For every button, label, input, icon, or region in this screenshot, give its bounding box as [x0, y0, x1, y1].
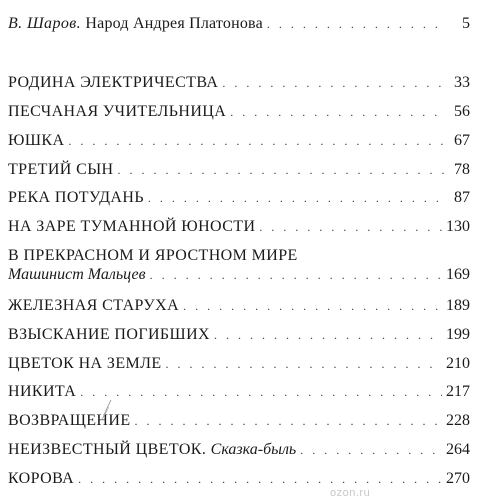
toc-entry-page: 264	[446, 441, 470, 458]
dot-leader	[300, 444, 442, 456]
toc-entry	[8, 188, 470, 207]
dot-leader	[118, 164, 444, 176]
toc-entry-page: 87	[454, 189, 470, 206]
toc-entry-page: 56	[454, 103, 470, 120]
toc-entry-page: 217	[446, 383, 470, 400]
dot-leader	[183, 300, 442, 312]
toc-entry-page: 210	[446, 355, 470, 372]
dot-leader	[80, 386, 442, 398]
toc-entry-page: 169	[446, 266, 470, 283]
toc-entry	[8, 354, 470, 373]
toc-entry	[8, 160, 470, 179]
dot-leader	[135, 415, 442, 427]
toc-entry	[8, 469, 470, 488]
dot-leader	[230, 106, 444, 118]
toc-entry	[8, 246, 470, 284]
toc-entry	[8, 382, 470, 401]
toc-entry-title: РЕКА ПОТУДАНЬ	[8, 189, 144, 206]
dot-leader	[68, 135, 444, 147]
toc-entry-page: 67	[454, 132, 470, 149]
toc-entry-page: 270	[446, 470, 470, 487]
toc-entry-title: РОДИНА ЭЛЕКТРИЧЕСТВА	[8, 74, 219, 91]
toc-entry-title: ЖЕЛЕЗНАЯ СТАРУХА	[8, 297, 180, 314]
toc-entry-page: 78	[454, 161, 470, 178]
toc-entry-title: ЦВЕТОК НА ЗЕМЛЕ	[8, 355, 162, 372]
toc-entry-page: 33	[454, 74, 470, 91]
toc-entry-title: ВЗЫСКАНИЕ ПОГИБШИХ	[8, 326, 210, 343]
toc-entry	[8, 440, 470, 459]
toc-entry-title: ЮШКА	[8, 132, 65, 149]
toc-entry-page: 199	[446, 326, 470, 343]
dot-leader	[259, 221, 442, 233]
dot-leader	[214, 329, 442, 341]
toc-entry	[8, 217, 470, 236]
toc-entry	[8, 131, 470, 150]
toc-entry-title	[8, 14, 263, 33]
preface-author: В. Шаров.	[8, 15, 82, 32]
toc-entry-preface	[8, 14, 470, 33]
toc-entry-title-main: НЕИЗВЕСТНЫЙ ЦВЕТОК.	[8, 441, 207, 458]
toc-entry	[8, 73, 470, 92]
toc-entry	[8, 102, 470, 121]
pencil-mark	[100, 398, 114, 420]
toc-entry-page: 228	[446, 412, 470, 429]
toc-entry-title: В ПРЕКРАСНОМ И ЯРОСТНОМ МИРЕ	[8, 247, 298, 264]
preface-title: Народ Андрея Платонова	[85, 15, 263, 32]
dot-leader	[148, 192, 444, 204]
toc-entry-page: 5	[462, 15, 470, 32]
toc-entry	[8, 411, 470, 430]
dot-leader	[78, 473, 442, 485]
toc-entry-subtitle: Машинист Мальцев	[8, 266, 146, 283]
watermark: ozon.ru	[330, 487, 371, 499]
dot-leader	[267, 18, 444, 30]
toc-entry-title	[8, 440, 296, 459]
toc-entry-title: ПЕСЧАНАЯ УЧИТЕЛЬНИЦА	[8, 103, 227, 120]
dot-leader	[166, 358, 442, 370]
toc-entry-title: КОРОВА	[8, 470, 75, 487]
toc-entry-page: 189	[446, 297, 470, 314]
toc-entry	[8, 296, 470, 315]
toc-entry-title: НА ЗАРЕ ТУМАННОЙ ЮНОСТИ	[8, 218, 256, 235]
toc-entry-subtitle: Сказка-быль	[210, 441, 297, 458]
toc-entry-title: ТРЕТИЙ СЫН	[8, 161, 114, 178]
toc-entry-title: ВОЗВРАЩЕНИЕ	[8, 412, 131, 429]
toc-entry	[8, 325, 470, 344]
dot-leader	[150, 269, 442, 281]
toc-entry-page: 130	[446, 218, 470, 235]
dot-leader	[222, 77, 444, 89]
toc-entry-title: НИКИТА	[8, 383, 77, 400]
